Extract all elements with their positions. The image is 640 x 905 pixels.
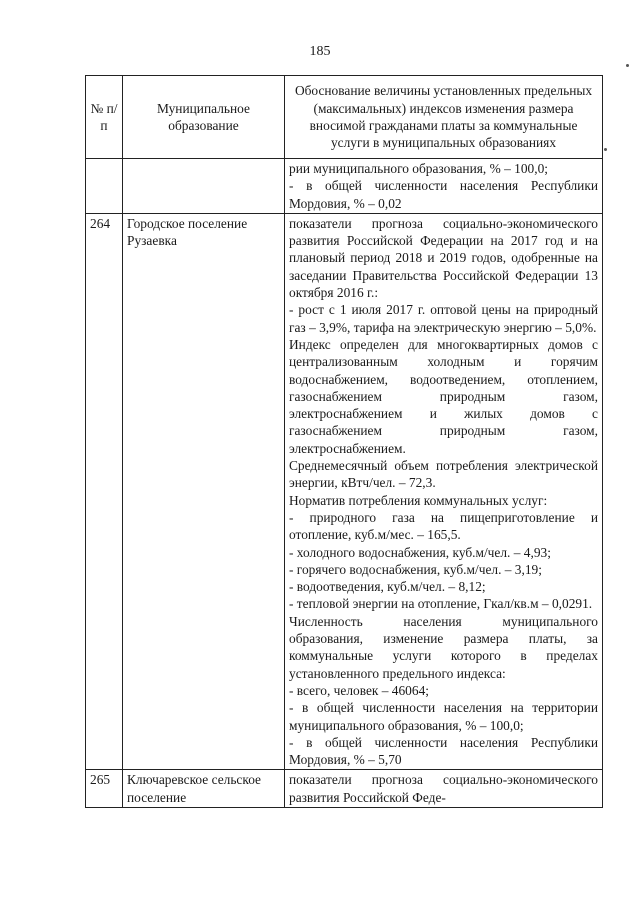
paragraph: показатели прогноза социально-экономического развития Российской Федерации на 2017 год и на плановый период 2018 и 2019 годов, одобренные на заседании Правительства Российской Федерации 13 октября 2016 г.: (289, 215, 598, 301)
table-row-264 (86, 213, 603, 770)
cell-municipality: Ключаревское сельское поселение (123, 770, 285, 808)
table-row-265 (86, 770, 603, 808)
paragraph: - тепловой энергии на отопление, Гкал/кв.м – 0,0291. (289, 596, 593, 612)
paragraph: - рост с 1 июля 2017 г. оптовой цены на природный газ – 3,9%, тарифа на электрическую энергию – 5,0%. (289, 302, 598, 335)
cell-municipality: Городское поселение Рузаевка (123, 213, 285, 770)
header-number: № п/п (86, 76, 123, 159)
paragraph: - холодного водоснабжения, куб.м/чел. – 4,93; (289, 544, 551, 560)
cell-number (86, 159, 123, 214)
text-line: рии муниципального образования, % – 100,0; (289, 161, 549, 176)
cell-justification (285, 213, 603, 770)
paragraph: Норматив потребления коммунальных услуг: (289, 492, 548, 508)
cell-municipality (123, 159, 285, 214)
paragraph: - горячего водоснабжения, куб.м/чел. – 3,19; (289, 561, 542, 577)
header-justification: Обоснование величины установленных предельных (максимальных) индексов изменения размера вносимой гражданами платы за коммунальные услуги в муниципальных образованиях (285, 76, 603, 159)
scan-speck (626, 64, 629, 67)
header-municipality: Муниципальное образование (123, 76, 285, 159)
scan-speck (604, 148, 607, 151)
municipal-index-table (85, 75, 603, 808)
paragraph: Индекс определен для многоквартирных домов с централизованным холодным и горячим водоснабжением, водоотведением, отоплением, газоснабжением природным газом, электроснабжением и жилых домов с газоснабжением природным газом, электроснабжением. (289, 336, 598, 456)
paragraph: Среднемесячный объем потребления электрической энергии, кВтч/чел. – 72,3. (289, 458, 598, 491)
paragraph: - природного газа на пищеприготовление и отопление, куб.м/мес. – 165,5. (289, 509, 598, 543)
cell-justification (285, 159, 603, 214)
page-number: 185 (309, 44, 331, 59)
cell-justification (285, 770, 603, 808)
cell-number: 264 (86, 213, 123, 770)
text-line: - в общей численности населения Республики Мордовия, % – 0,02 (289, 178, 598, 211)
paragraph: - в общей численности населения на территории муниципального образования, % – 100,0; (289, 700, 598, 733)
cell-number: 265 (86, 770, 123, 808)
table-header-row (86, 76, 603, 159)
paragraph: - в общей численности населения Республики Мордовия, % – 5,70 (289, 734, 598, 768)
paragraph: - всего, человек – 46064; (289, 682, 429, 698)
paragraph: показатели прогноза социально-экономического развития Российской Феде- (289, 772, 598, 805)
table-row-continuation (86, 159, 603, 214)
paragraph: - водоотведения, куб.м/чел. – 8,12; (289, 579, 486, 595)
paragraph: Численность населения муниципального образования, изменение размера платы, за коммунальные услуги которого в пределах установленного предельного индекса: (289, 613, 598, 681)
